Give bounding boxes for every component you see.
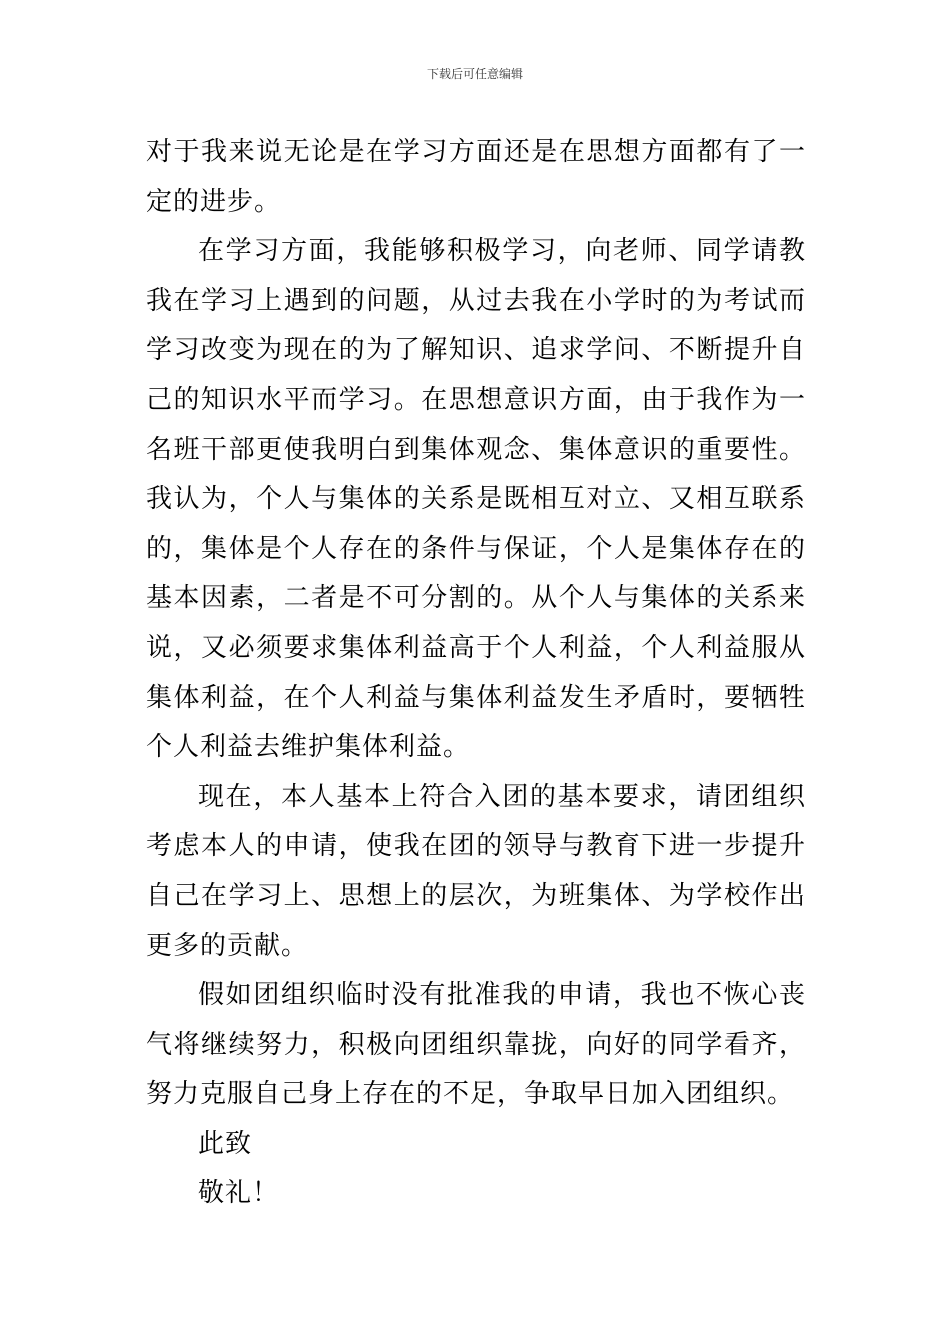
paragraph-if-not-approved: 假如团组织临时没有批准我的申请，我也不恢心丧气将继续努力，积极向团组织靠拢，向好的同学看齐，努力克服自己身上存在的不足，争取早日加入团组织。 (146, 980, 806, 1110)
page-header: 下载后可任意编辑 (426, 67, 523, 81)
closing-salutation: 此致 (198, 1128, 253, 1159)
letter-body (146, 128, 806, 1219)
paragraph-request: 现在，本人基本上符合入团的基本要求，请团组织考虑本人的申请，使我在团的领导与教育下进一步提升自己在学习上、思想上的层次，为班集体、为学校作出更多的贡献。 (146, 781, 806, 961)
closing-regards: 敬礼！ (198, 1178, 280, 1209)
paragraph-continuation: 对于我来说无论是在学习方面还是在思想方面都有了一定的进步。 (146, 137, 806, 217)
paragraph-study-and-thought: 在学习方面，我能够积极学习，向老师、同学请教我在学习上遇到的问题，从过去我在小学时的为考试而学习改变为现在的为了解知识、追求学问、不断提升自己的知识水平而学习。在思想意识方面，由于我作为一名班干部更使我明白到集体观念、集体意识的重要性。我认为，个人与集体的关系是既相互对立、又相互联系的，集体是个人存在的条件与保证，个人是集体存在的基本因素，二者是不可分割的。从个人与集体的关系来说，又必须要求集体利益高于个人利益，个人利益服从集体利益，在个人利益与集体利益发生矛盾时，要牺牲个人利益去维护集体利益。 (146, 236, 806, 763)
